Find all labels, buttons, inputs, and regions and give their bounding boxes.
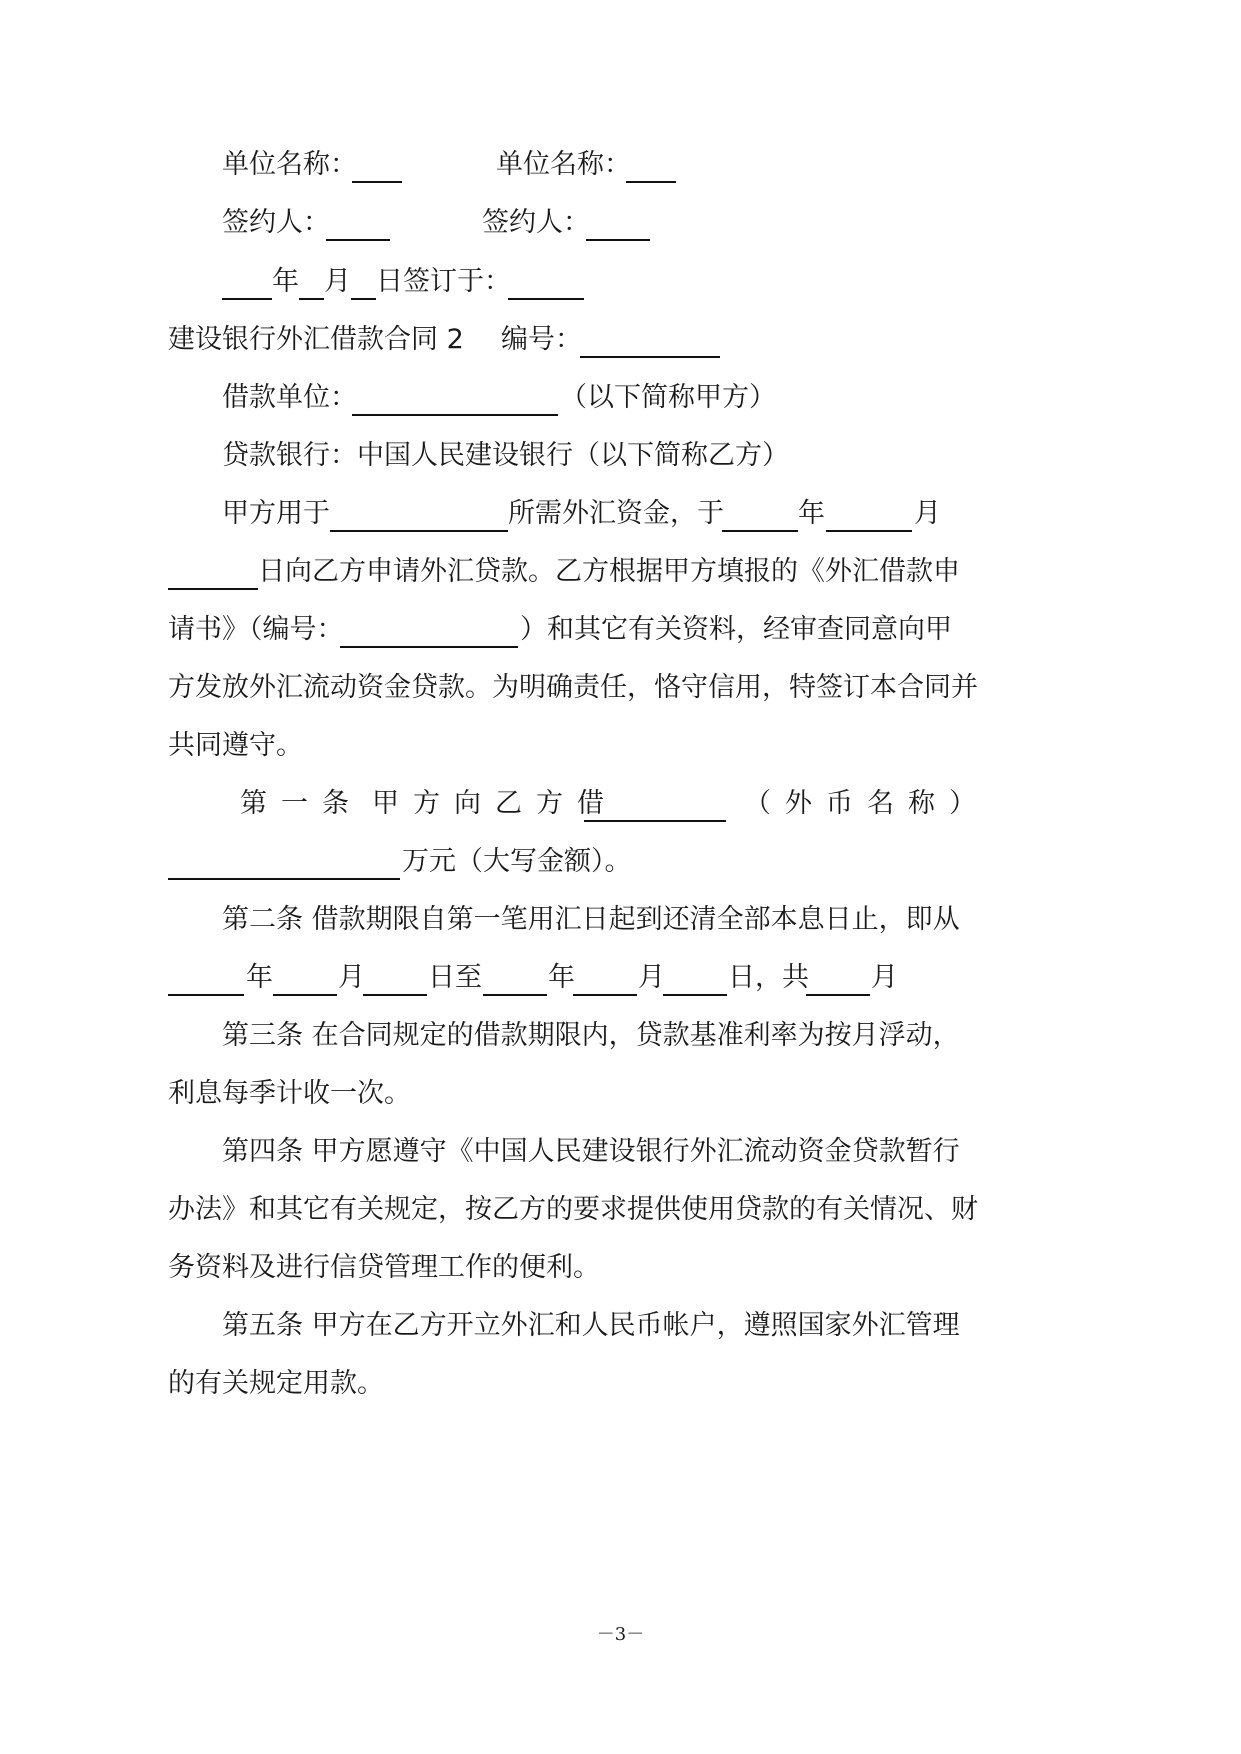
article-1-line-1 — [0, 784, 1241, 824]
article-4-line-3 — [0, 1248, 1241, 1288]
article-4-text-1: 第四条 甲方愿遵守《中国人民建设银行外汇流动资金贷款暂行 — [222, 1136, 960, 1167]
intro-text-a: 甲方用于 — [222, 498, 330, 529]
date-year-label: 年 — [272, 266, 299, 297]
article-1-text-b: 万元（大写金额）。 — [402, 846, 632, 877]
intro-line-3 — [0, 610, 1241, 650]
signature-unit-name-line — [0, 145, 1241, 185]
lender-text: 贷款银行：中国人民建设银行（以下简称乙方） — [222, 440, 789, 471]
apply-day-blank[interactable] — [168, 552, 258, 592]
article-5-line-2 — [0, 1364, 1241, 1404]
unit-name-label-right: 单位名称： — [496, 149, 631, 180]
contract-title-line — [0, 320, 1241, 360]
intro-text-e: ）和其它有关资料，经审查同意向甲 — [520, 614, 952, 645]
article-4-text-3: 务资料及进行信贷管理工作的便利。 — [168, 1252, 600, 1283]
date-day-label: 日签订于： — [376, 266, 511, 297]
term-total-months-blank[interactable] — [806, 958, 870, 998]
intro-line-4 — [0, 668, 1241, 708]
intro-month-label: 月 — [914, 498, 941, 529]
intro-year-label: 年 — [798, 498, 825, 529]
date-day-blank[interactable] — [351, 262, 376, 302]
article-5-text-2: 的有关规定用款。 — [168, 1368, 384, 1399]
intro-text-f: 方发放外汇流动资金贷款。为明确责任，恪守信用，特签订本合同并 — [168, 672, 978, 703]
term-year-label-2: 年 — [548, 962, 575, 993]
term-year-label-1: 年 — [246, 962, 273, 993]
contract-title: 建设银行外汇借款合同 2 — [168, 324, 464, 355]
signer-blank-left[interactable] — [326, 203, 390, 243]
unit-name-blank-left[interactable] — [352, 145, 402, 185]
borrower-label: 借款单位： — [222, 382, 357, 413]
article-4-line-2 — [0, 1190, 1241, 1230]
article-3-line-2 — [0, 1074, 1241, 1114]
signature-signer-line — [0, 203, 1241, 243]
term-end-month-blank[interactable] — [573, 958, 637, 998]
lender-line — [0, 436, 1241, 476]
apply-year-blank[interactable] — [722, 494, 798, 534]
term-start-day-blank[interactable] — [363, 958, 427, 998]
article-5-text-1: 第五条 甲方在乙方开立外汇和人民币帐户，遵照国家外汇管理 — [222, 1310, 960, 1341]
term-end-year-blank[interactable] — [483, 958, 547, 998]
article-2-line-1 — [0, 900, 1241, 940]
signing-place-blank[interactable] — [508, 262, 584, 302]
term-day-label-1: 日至 — [428, 962, 482, 993]
term-month-label-3: 月 — [871, 962, 898, 993]
contract-number-blank[interactable] — [580, 320, 720, 360]
intro-text-b: 所需外汇资金，于 — [508, 498, 724, 529]
intro-text-c: 日向乙方申请外汇贷款。乙方根据甲方填报的《外汇借款申 — [258, 556, 960, 587]
borrower-line — [0, 378, 1241, 418]
term-month-label-2: 月 — [638, 962, 665, 993]
date-month-blank[interactable] — [299, 262, 324, 302]
term-start-year-blank[interactable] — [168, 958, 244, 998]
signer-label-right: 签约人： — [482, 207, 590, 238]
apply-month-blank[interactable] — [826, 494, 912, 534]
term-start-month-blank[interactable] — [273, 958, 337, 998]
signer-label-left: 签约人： — [222, 207, 330, 238]
intro-line-1 — [0, 494, 1241, 534]
article-5-line-1 — [0, 1306, 1241, 1346]
term-end-day-blank[interactable] — [663, 958, 727, 998]
article-2-text: 第二条 借款期限自第一笔用汇日起到还清全部本息日止，即从 — [222, 904, 960, 935]
application-number-blank[interactable] — [340, 610, 518, 650]
borrower-suffix: （以下简称甲方） — [560, 382, 776, 413]
date-year-blank[interactable] — [222, 262, 272, 302]
article-1-currency-note: （外币名称） — [744, 788, 990, 819]
article-4-line-1 — [0, 1132, 1241, 1172]
borrower-blank[interactable] — [352, 378, 558, 418]
intro-text-g: 共同遵守。 — [168, 730, 303, 761]
intro-line-2 — [0, 552, 1241, 592]
unit-name-label-left: 单位名称： — [222, 149, 357, 180]
amount-blank[interactable] — [168, 842, 400, 882]
contract-number-label: 编号： — [501, 324, 582, 355]
article-1-heading: 第一条 — [240, 788, 363, 819]
article-3-text-2: 利息每季计收一次。 — [168, 1078, 411, 1109]
article-2-line-2 — [0, 958, 1241, 998]
intro-text-d: 请书》（编号： — [168, 614, 344, 645]
article-3-text-1: 第三条 在合同规定的借款期限内，贷款基准利率为按月浮动， — [222, 1020, 960, 1051]
article-4-text-2: 办法》和其它有关规定，按乙方的要求提供使用贷款的有关情况、财 — [168, 1194, 978, 1225]
term-day-label-2: 日，共 — [728, 962, 809, 993]
currency-blank[interactable] — [584, 784, 726, 824]
intro-line-5 — [0, 726, 1241, 766]
signature-date-line — [0, 262, 1241, 302]
page-number: －3－ — [596, 1624, 645, 1645]
term-month-label-1: 月 — [338, 962, 365, 993]
purpose-blank[interactable] — [330, 494, 508, 534]
article-1-line-2 — [0, 842, 1241, 882]
article-3-line-1 — [0, 1016, 1241, 1056]
article-1-text-a: 甲方向乙方借 — [372, 788, 618, 819]
unit-name-blank-right[interactable] — [626, 145, 676, 185]
signer-blank-right[interactable] — [586, 203, 650, 243]
date-month-label: 月 — [324, 266, 351, 297]
